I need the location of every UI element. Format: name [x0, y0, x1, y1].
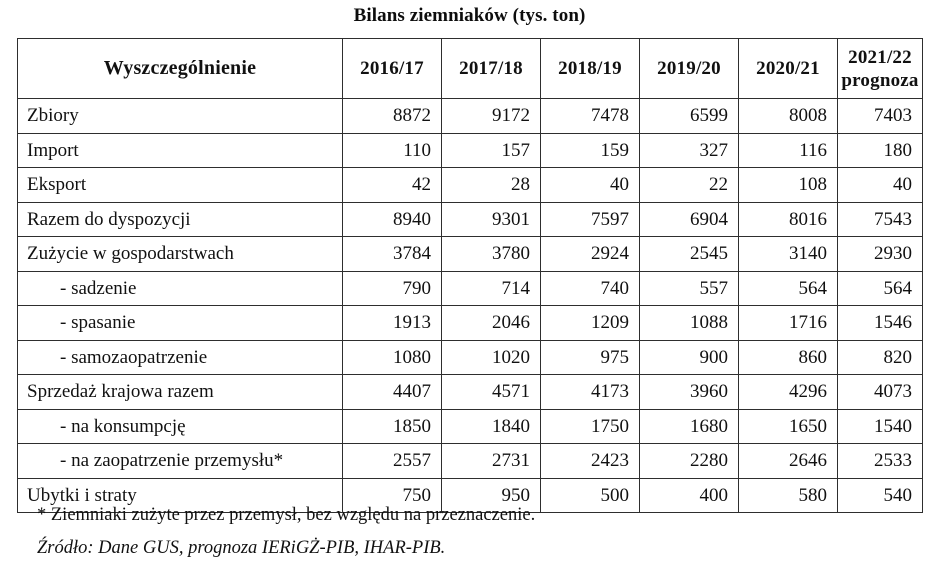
cell-value: 1546: [838, 306, 923, 341]
row-label: Eksport: [18, 168, 343, 203]
cell-value: 2557: [343, 444, 442, 479]
row-label: Zbiory: [18, 99, 343, 134]
cell-value: 22: [640, 168, 739, 203]
cell-value: 580: [739, 478, 838, 513]
cell-value: 7543: [838, 202, 923, 237]
row-label: Razem do dyspozycji: [18, 202, 343, 237]
cell-value: 180: [838, 133, 923, 168]
column-header-2018-19-year: 2018/19: [558, 58, 622, 79]
cell-value: 714: [442, 271, 541, 306]
footnote-text: * Ziemniaki zużyte przez przemysł, bez względu na przeznaczenie.: [37, 505, 536, 525]
column-header-2018-19: [541, 39, 640, 99]
cell-value: 7403: [838, 99, 923, 134]
cell-value: 860: [739, 340, 838, 375]
row-label: - na konsumpcję: [18, 409, 343, 444]
cell-value: 8008: [739, 99, 838, 134]
cell-value: 3784: [343, 237, 442, 272]
cell-value: 3140: [739, 237, 838, 272]
table-head: [18, 39, 923, 99]
cell-value: 975: [541, 340, 640, 375]
cell-value: 1680: [640, 409, 739, 444]
cell-value: 2731: [442, 444, 541, 479]
cell-value: 28: [442, 168, 541, 203]
cell-value: 157: [442, 133, 541, 168]
table-row: [18, 409, 923, 444]
cell-value: 8016: [739, 202, 838, 237]
cell-value: 40: [838, 168, 923, 203]
cell-value: 564: [838, 271, 923, 306]
cell-value: 557: [640, 271, 739, 306]
cell-value: 4073: [838, 375, 923, 410]
cell-value: 6904: [640, 202, 739, 237]
column-header-2017-18-year: 2017/18: [459, 58, 523, 79]
cell-value: 790: [343, 271, 442, 306]
cell-value: 400: [640, 478, 739, 513]
column-header-2019-20: [640, 39, 739, 99]
cell-value: 9172: [442, 99, 541, 134]
cell-value: 4296: [739, 375, 838, 410]
cell-value: 900: [640, 340, 739, 375]
table-row: [18, 202, 923, 237]
cell-value: 540: [838, 478, 923, 513]
row-label: - na zaopatrzenie przemysłu*: [18, 444, 343, 479]
table-row: [18, 444, 923, 479]
row-label: - spasanie: [18, 306, 343, 341]
table-row: [18, 375, 923, 410]
cell-value: 3960: [640, 375, 739, 410]
table-row: [18, 133, 923, 168]
column-header-2021-22: [838, 39, 923, 99]
cell-value: 7478: [541, 99, 640, 134]
cell-value: 1716: [739, 306, 838, 341]
column-header-label: Wyszczególnienie: [18, 39, 343, 99]
column-header-2019-20-year: 2019/20: [657, 58, 721, 79]
row-label: Ubytki i straty: [18, 478, 343, 513]
table-row: [18, 237, 923, 272]
cell-value: 2423: [541, 444, 640, 479]
row-label: Zużycie w gospodarstwach: [18, 237, 343, 272]
cell-value: 4173: [541, 375, 640, 410]
cell-value: 110: [343, 133, 442, 168]
table-body: [18, 99, 923, 513]
cell-value: 1850: [343, 409, 442, 444]
cell-value: 8940: [343, 202, 442, 237]
cell-value: 42: [343, 168, 442, 203]
cell-value: 2646: [739, 444, 838, 479]
cell-value: 750: [343, 478, 442, 513]
cell-value: 1750: [541, 409, 640, 444]
cell-value: 159: [541, 133, 640, 168]
cell-value: 108: [739, 168, 838, 203]
table-row: [18, 340, 923, 375]
cell-value: 6599: [640, 99, 739, 134]
cell-value: 2280: [640, 444, 739, 479]
cell-value: 2533: [838, 444, 923, 479]
cell-value: 1650: [739, 409, 838, 444]
header-row: [18, 39, 923, 99]
cell-value: 4571: [442, 375, 541, 410]
cell-value: 1020: [442, 340, 541, 375]
column-header-2016-17-year: 2016/17: [360, 58, 424, 79]
cell-value: 1209: [541, 306, 640, 341]
cell-value: 564: [739, 271, 838, 306]
row-label: Import: [18, 133, 343, 168]
table-row: [18, 168, 923, 203]
column-header-2021-22-forecast: prognoza: [841, 69, 919, 91]
table-row: [18, 99, 923, 134]
cell-value: 740: [541, 271, 640, 306]
cell-value: 820: [838, 340, 923, 375]
cell-value: 9301: [442, 202, 541, 237]
row-label: - sadzenie: [18, 271, 343, 306]
cell-value: 1840: [442, 409, 541, 444]
row-label: Sprzedaż krajowa razem: [18, 375, 343, 410]
cell-value: 1080: [343, 340, 442, 375]
source-text: Źródło: Dane GUS, prognoza IERiGŻ-PIB, IHAR-PIB.: [37, 538, 446, 558]
cell-value: 1540: [838, 409, 923, 444]
cell-value: 327: [640, 133, 739, 168]
cell-value: 2924: [541, 237, 640, 272]
column-header-2016-17: [343, 39, 442, 99]
cell-value: 2046: [442, 306, 541, 341]
column-header-2017-18: [442, 39, 541, 99]
cell-value: 2930: [838, 237, 923, 272]
column-header-2021-22-year: 2021/22: [848, 46, 912, 68]
cell-value: 7597: [541, 202, 640, 237]
cell-value: 3780: [442, 237, 541, 272]
cell-value: 40: [541, 168, 640, 203]
cell-value: 950: [442, 478, 541, 513]
table-row: [18, 306, 923, 341]
cell-value: 8872: [343, 99, 442, 134]
column-header-2020-21: [739, 39, 838, 99]
table-row: [18, 271, 923, 306]
cell-value: 500: [541, 478, 640, 513]
cell-value: 1913: [343, 306, 442, 341]
page-title: Bilans ziemniaków (tys. ton): [353, 5, 586, 26]
balance-table-container: [17, 38, 922, 513]
cell-value: 4407: [343, 375, 442, 410]
cell-value: 1088: [640, 306, 739, 341]
cell-value: 2545: [640, 237, 739, 272]
notes-block: [17, 503, 922, 560]
balance-table: [17, 38, 923, 513]
row-label: - samozaopatrzenie: [18, 340, 343, 375]
cell-value: 116: [739, 133, 838, 168]
column-header-2020-21-year: 2020/21: [756, 58, 820, 79]
